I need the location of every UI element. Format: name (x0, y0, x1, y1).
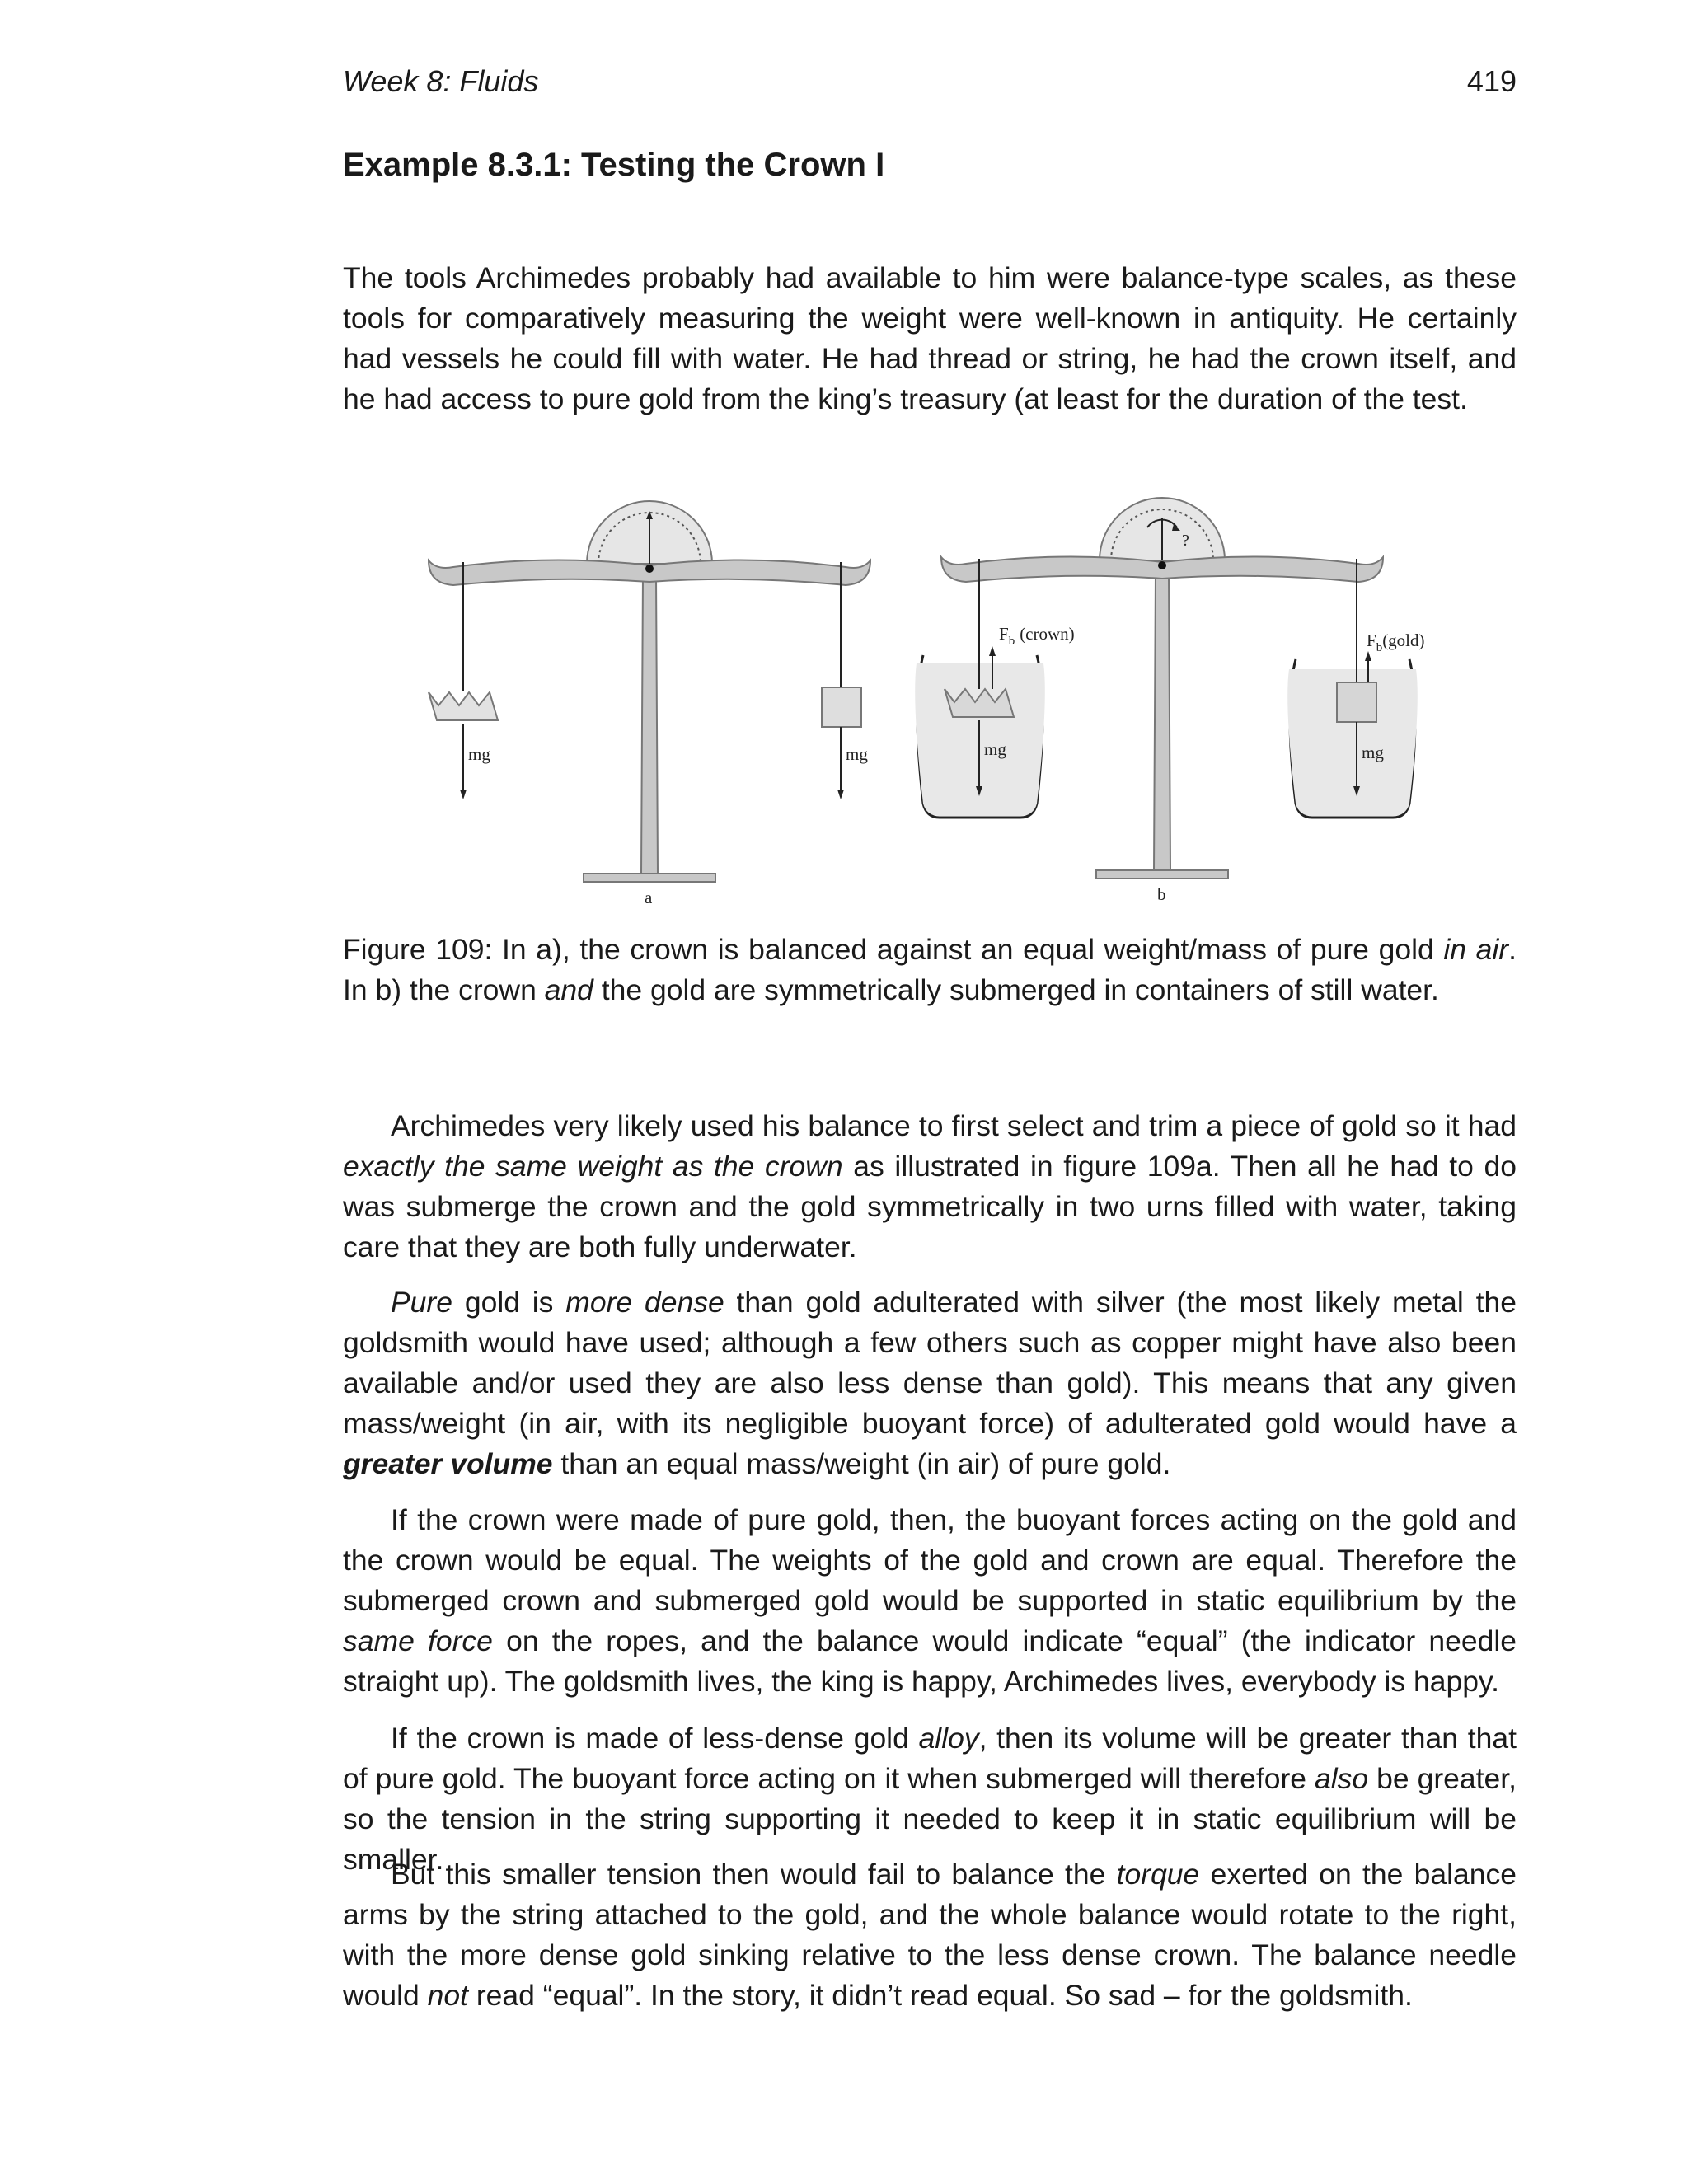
post-a (641, 575, 658, 874)
caption-emph-in-air: in air (1443, 933, 1509, 966)
fb-subscript-gold: b (1376, 641, 1383, 654)
balance-figure (412, 494, 1451, 923)
p5-text-a: But this smaller tension then would fail to balance the (391, 1858, 1117, 1891)
body-paragraph-5 (343, 1854, 1517, 2016)
p4-text-a: If the crown is made of less-dense gold (391, 1722, 919, 1755)
pivot-b (1158, 561, 1166, 569)
body-paragraph-3 (343, 1500, 1517, 1702)
base-b (1096, 870, 1228, 879)
fb-arrowhead-crown (989, 646, 996, 656)
p2-text-d: than gold adulterated with silver (the most likely metal the goldsmith would have used; although a few others such as copper might have also been available and/or used they are also less dense than gold). This means that any given mass/weight (in air, with its negligible buoyant force) of adulterated gold would have a (343, 1286, 1517, 1440)
caption-text-3: the gold are symmetrically submerged in containers of still water. (593, 973, 1439, 1006)
p4-emph-alloy: alloy (918, 1722, 979, 1755)
fb-symbol-crown: F (999, 624, 1009, 644)
p5-emph-torque: torque (1116, 1858, 1200, 1891)
mg-label-a-left: mg (468, 744, 490, 764)
example-title: Example 8.3.1: Testing the Crown I (343, 147, 885, 183)
p2-emph-more-dense: more dense (565, 1286, 724, 1319)
crown-a (429, 692, 498, 720)
caption-emph-and: and (544, 973, 593, 1006)
p1-emph: exactly the same weight as the crown (343, 1150, 843, 1183)
fb-arrowhead-gold (1365, 651, 1372, 661)
balance-b (915, 498, 1424, 904)
caption-text-2: . In b) the crown (343, 933, 1517, 1006)
p3-text-c: on the ropes, and the balance would indicate “equal” (the indicator needle straight up). The goldsmith lives, the king is happy, Archimedes lives, everybody is happy. (343, 1624, 1517, 1698)
body-paragraph-1 (343, 1106, 1517, 1268)
fb-label-crown (999, 624, 1075, 648)
gold-b (1337, 682, 1376, 722)
p5-text-e: read “equal”. In the story, it didn’t read equal. So sad – for the goldsmith. (467, 1979, 1413, 2012)
fb-label-gold (1367, 630, 1425, 654)
p1-text-c: as illustrated in figure 109a. Then all he had to do was submerge the crown and the gold symmetrically in two urns filled with water, taking care that they are both fully underwater. (343, 1150, 1517, 1263)
gold-a (822, 687, 861, 727)
balance-a (429, 501, 870, 907)
page-number: 419 (1466, 64, 1517, 98)
fb-crown-text: (crown) (1020, 624, 1075, 644)
fb-gold-text: (gold) (1382, 630, 1425, 650)
p4-text-e: be greater, so the tension in the string supporting it needed to keep it in static equilibrium will be smaller. (343, 1762, 1517, 1876)
mg-arrowhead-a-left (460, 790, 467, 799)
p4-emph-also: also (1315, 1762, 1369, 1795)
figure-caption (343, 930, 1517, 1010)
figure-label-b: b (1157, 884, 1166, 904)
post-b (1154, 574, 1170, 870)
figure-label-a: a (645, 888, 653, 907)
fb-symbol-gold: F (1367, 630, 1376, 650)
p5-emph-not: not (427, 1979, 468, 2012)
pivot-a (645, 565, 654, 573)
question-mark: ? (1182, 532, 1189, 550)
fb-subscript-crown: b (1008, 635, 1015, 648)
p1-text-a: Archimedes very likely used his balance to first select and trim a piece of gold so it had (391, 1109, 1517, 1142)
mg-label-b-left: mg (984, 739, 1006, 759)
mg-arrowhead-a-right (837, 790, 844, 799)
p3-text-a: If the crown were made of pure gold, then, the buoyant forces acting on the gold and the crown would be equal. The weights of the gold and crown are equal. Therefore the submerged crown and submerged gold would be supported in static equilibrium by the (343, 1503, 1517, 1617)
mg-label-b-right: mg (1362, 743, 1384, 762)
p2-emph-greater-volume: greater volume (343, 1447, 553, 1480)
p2-emph-pure: Pure (391, 1286, 452, 1319)
intro-paragraph: The tools Archimedes probably had available to him were balance-type scales, as these tools for comparatively measuring the weight were well-known in antiquity. He certainly had vessels he could fill with water. He had thread or string, he had the crown itself, and he had access to pure gold from the king’s treasury (at least for the duration of the test. (343, 261, 1517, 415)
p4-text-c: , then its volume will be greater than that of pure gold. The buoyant force acting on it when submerged will therefore (343, 1722, 1517, 1795)
p2-text-f: than an equal mass/weight (in air) of pure gold. (552, 1447, 1171, 1480)
body-paragraph-2 (343, 1282, 1517, 1484)
p5-text-c: exerted on the balance arms by the string attached to the gold, and the whole balance would rotate to the right, with the more dense gold sinking relative to the less dense crown. The balance needle would (343, 1858, 1517, 2012)
p3-emph-same-force: same force (343, 1624, 493, 1657)
mg-label-a-right: mg (846, 744, 868, 764)
caption-text-1: Figure 109: In a), the crown is balanced against an equal weight/mass of pure gold (343, 933, 1444, 966)
running-header: Week 8: Fluids (343, 64, 539, 98)
p2-text-b: gold is (452, 1286, 566, 1319)
base-a (584, 874, 715, 882)
